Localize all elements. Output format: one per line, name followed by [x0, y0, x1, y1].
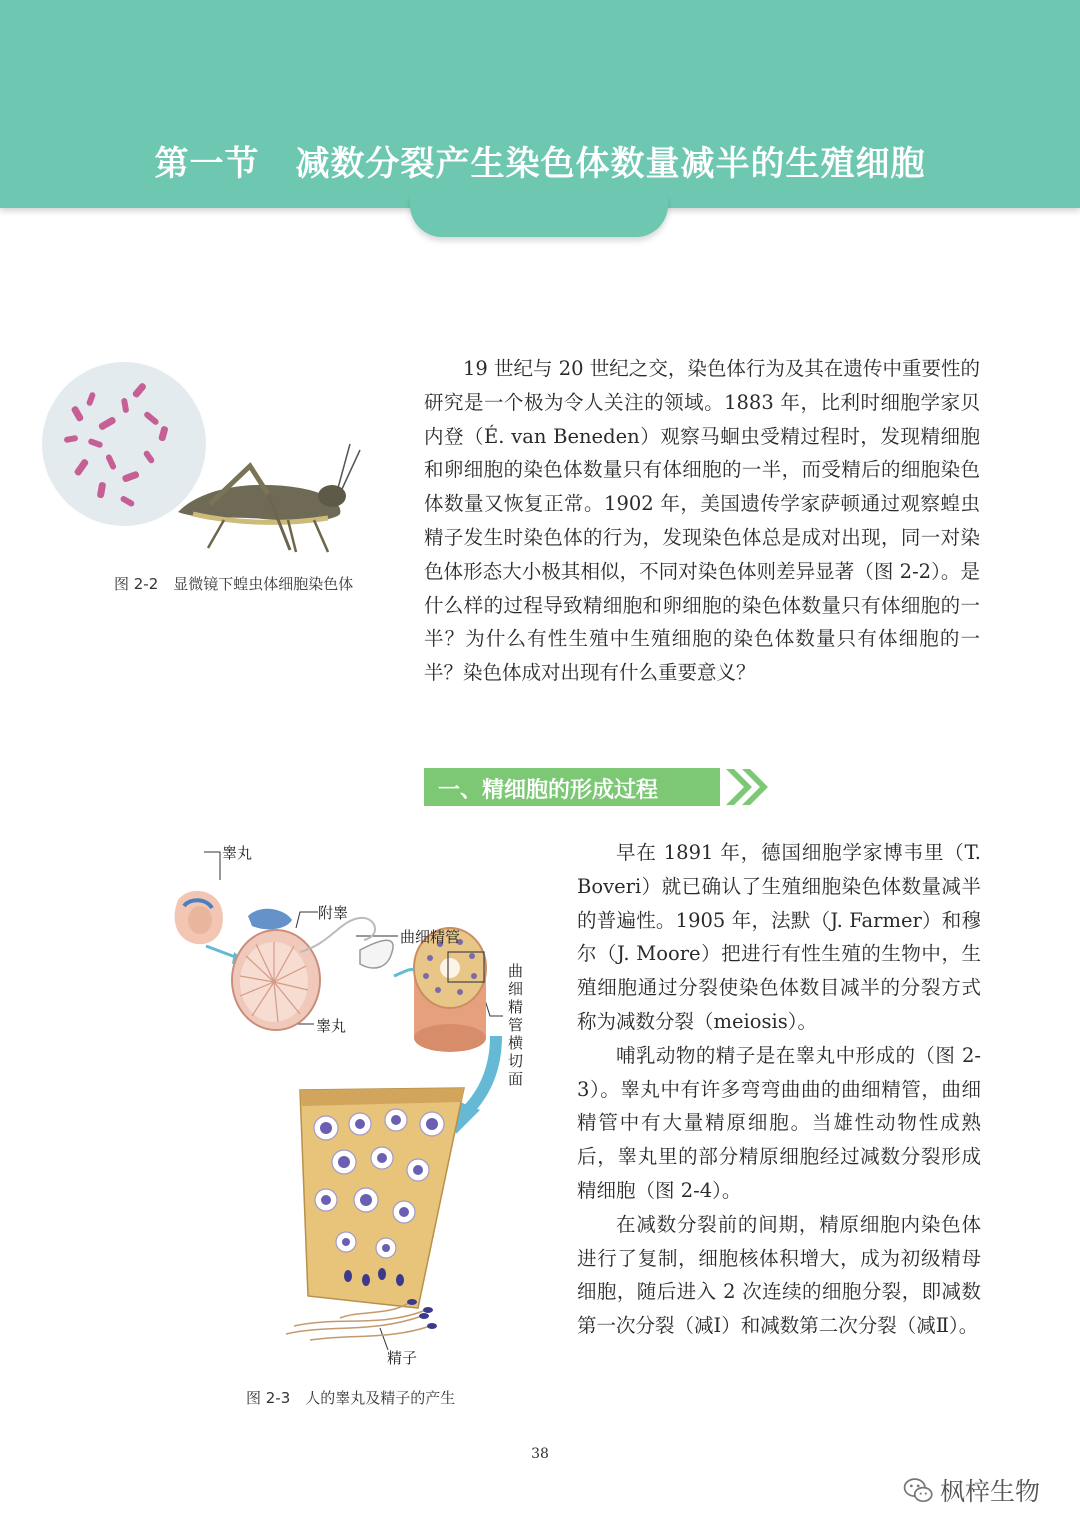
- intro-paragraph: 19 世纪与 20 世纪之交，染色体行为及其在遗传中重要性的研究是一个极为令人关注的领域。1883 年，比利时细胞学家贝内登（É. van Beneden）观察马蛔虫受精过程时，发现精细胞和卵细胞的染色体数量只有体细胞的一半，而受精后的细胞染色体数量又恢复正常。1902 年，美国遗传学家萨顿通过观察蝗虫精子发生时染色体的行为，发现染色体总是成对出现，同一对染色体形态大小极其相似，不同对染色体则差异显著（图 2-2）。是什么样的过程导致精细胞和卵细胞的染色体数量只有体细胞的一半？为什么有性生殖中生殖细胞的染色体数量只有体细胞的一半？染色体成对出现有什么重要意义？: [424, 357, 980, 685]
- figure-2-2-caption: 图 2-2 显微镜下蝗虫体细胞染色体: [114, 575, 354, 593]
- section-title: 一、精细胞的形成过程: [438, 778, 659, 803]
- scrotum-drawing: [175, 891, 223, 944]
- label-seminiferous-tubule: 曲细精管: [400, 928, 461, 946]
- label-epididymis: 附睾: [318, 904, 349, 922]
- label-sperm: 精子: [387, 1349, 418, 1367]
- testis-drawing: [232, 909, 393, 1030]
- body-paragraph-3: 在减数分裂前的间期，精原细胞内染色体进行了复制，细胞核体积增大，成为初级精母细胞，随后进入 2 次连续的细胞分裂，即减数第一次分裂（减Ⅰ）和减数第二次分裂（减Ⅱ）。: [577, 1212, 981, 1338]
- chapter-title: [0, 136, 1080, 185]
- body-paragraph-1: 早在 1891 年，德国细胞学家博韦里（T. Boveri）就已确认了生殖细胞染色体数量减半的普遍性。1905 年，法默（J. Farmer）和穆尔（J. Moore）把进行有性生殖的生物中，生殖细胞通过分裂使染色体数目减半的分裂方式称为减数分裂（meiosis）。: [577, 841, 981, 1033]
- section-number: 第一节: [154, 144, 260, 184]
- label-testis-bottom: 睾丸: [316, 1017, 347, 1035]
- figure-2-2-image: [38, 362, 378, 562]
- body-text-column: [577, 836, 981, 1343]
- chapter-header-tab: [410, 195, 668, 237]
- watermark-text: 枫梓生物: [940, 1477, 1041, 1506]
- section-heading: 减数分裂产生染色体数量减半的生殖细胞: [295, 144, 926, 184]
- grasshopper-drawing: [178, 444, 360, 552]
- double-chevron-icon: [722, 766, 772, 808]
- figure-2-3-caption: 图 2-3 人的睾丸及精子的产生: [246, 1389, 456, 1407]
- body-paragraph-2: 哺乳动物的精子是在睾丸中形成的（图 2-3）。睾丸中有许多弯弯曲曲的曲细精管，曲细精管中有大量精原细胞。当雄性动物性成熟后，睾丸里的部分精原细胞经过减数分裂形成精细胞（图 2-4）。: [577, 1043, 981, 1202]
- label-tubule-cross-section: 曲细精管横切面: [508, 962, 524, 1088]
- label-testis-top: 睾丸: [222, 844, 253, 862]
- page-number: 38: [531, 1446, 549, 1462]
- figure-2-3-image: [160, 840, 540, 1380]
- wechat-icon: [902, 1474, 936, 1508]
- seminiferous-wedge-drawing: [300, 1088, 464, 1308]
